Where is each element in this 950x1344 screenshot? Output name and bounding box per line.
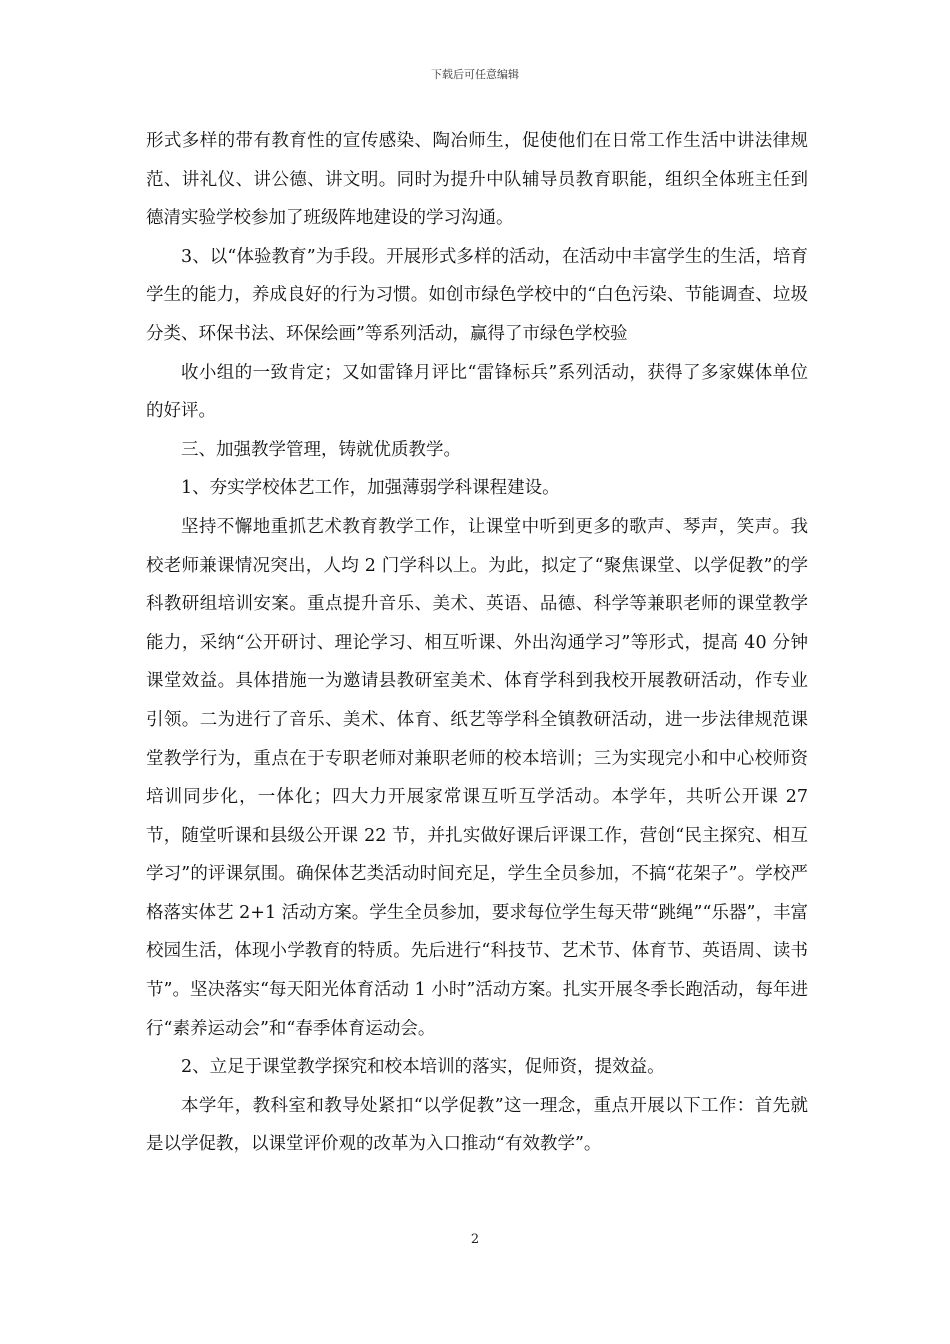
paragraph-academic-year: 本学年，教科室和教导处紧扣“以学促教”这一理念，重点开展以下工作：首先就是以学促教，以课堂评价观的改革为入口推动“有效教学”。 bbox=[146, 1095, 808, 1155]
subheading-arts-sports: 1、夯实学校体艺工作，加强薄弱学科课程建设。 bbox=[181, 478, 560, 499]
paragraph-acceptance: 收小组的一致肯定；又如雷锋月评比“雷锋标兵”系列活动，获得了多家媒体单位的好评。 bbox=[146, 362, 808, 422]
paragraph-arts-education: 坚持不懈地重抓艺术教育教学工作，让课堂中听到更多的歌声、琴声，笑声。我校老师兼课情况突出，人均 2 门学科以上。为此，拟定了“聚焦课堂、以学促教”的学科教研组培训安案。重点提升音乐、美术、英语、品德、科学等兼职老师的课堂教学能力，采纳“公开研讨、理论学习、相互听课、外出沟通学习”等形式，提高 40 分钟课堂效益。具体措施一为邀请县教研室美术、体育学科到我校开展教研活动，作专业引领。二为进行了音乐、美术、体育、纸艺等学科全镇教研活动，进一步法律规范课堂教学行为，重点在于专职老师对兼职老师的校本培训；三为实现完小和中心校师资培训同步化，一体化；四大力开展家常课互听互学活动。本学年，共听公开课 27 节，随堂听课和县级公开课 22 节，并扎实做好课后评课工作，营创“民主探究、相互学习”的评课氛围。确保体艺类活动时间充足，学生全员参加，不搞“花架子”。学校严格落实体艺 2+1 活动方案。学生全员参加，要求每位学生每天带“跳绳”“乐器”，丰富校园生活，体现小学教育的特质。先后进行“科技节、艺术节、体育节、英语周、读书节”。坚决落实“每天阳光体育活动 1 小时”活动方案。扎实开展冬季长跑活动，每年进行“素养运动会”和“春季体育运动会。 bbox=[146, 516, 808, 1039]
paragraph-continuation: 形式多样的带有教育性的宣传感染、陶冶师生，促使他们在日常工作生活中讲法律规范、讲礼仪、讲公德、讲文明。同时为提升中队辅导员教育职能，组织全体班主任到德清实验学校参加了班级阵地建设的学习沟通。 bbox=[146, 131, 808, 229]
page-header: 下载后可任意编辑 bbox=[431, 68, 519, 81]
section-heading-teaching-management: 三、加强教学管理，铸就优质教学。 bbox=[181, 439, 461, 460]
paragraph-experience-education: 3、以“体验教育”为手段。开展形式多样的活动，在活动中丰富学生的生活，培育学生的能力，养成良好的行为习惯。如创市绿色学校中的“白色污染、节能调查、垃圾分类、环保书法、环保绘画”等系列活动，赢得了市绿色学校验 bbox=[146, 246, 808, 344]
subheading-classroom-research: 2、立足于课堂教学探究和校本培训的落实，促师资，提效益。 bbox=[181, 1057, 665, 1078]
page-number: 2 bbox=[470, 1232, 480, 1247]
document-body bbox=[146, 122, 808, 1164]
